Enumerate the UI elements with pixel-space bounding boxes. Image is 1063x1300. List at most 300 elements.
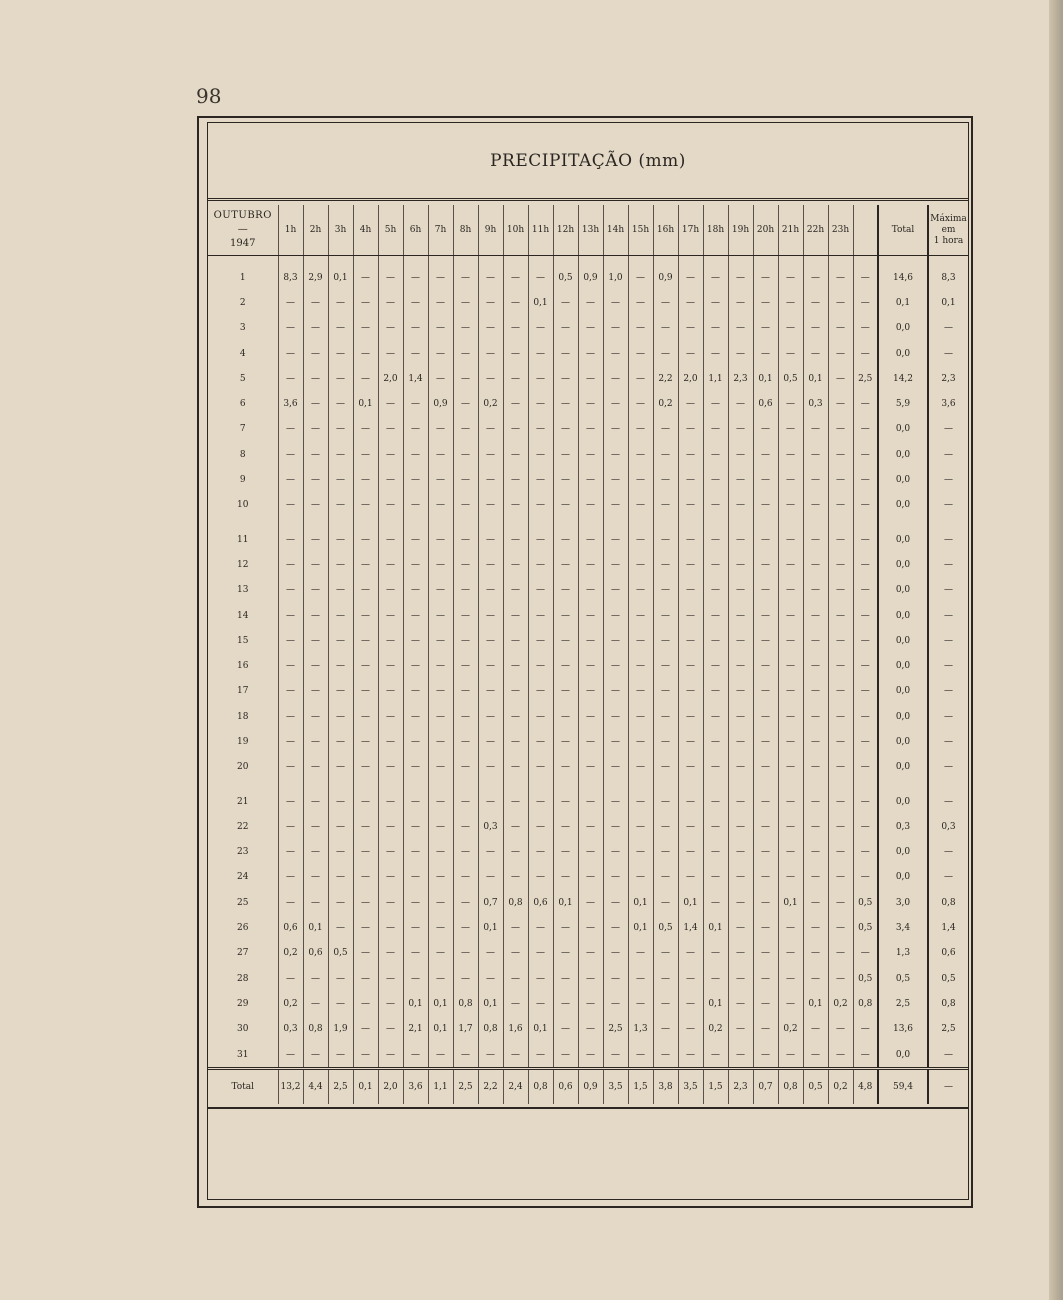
- hour-cell: —: [503, 391, 528, 416]
- hour-cell: —: [403, 467, 428, 492]
- hour-cell: —: [753, 679, 778, 704]
- hour-cell: —: [453, 603, 478, 628]
- hour-cell: —: [753, 755, 778, 780]
- hour-cell: 1,6: [503, 1017, 528, 1042]
- hour-cell: —: [478, 578, 503, 603]
- hour-cell: —: [803, 493, 828, 518]
- hour-cell: —: [778, 814, 803, 839]
- hour-cell: —: [678, 290, 703, 315]
- hour-cell: —: [403, 915, 428, 940]
- hour-cell: —: [453, 467, 478, 492]
- hour-cell: —: [528, 704, 553, 729]
- gap-cell: [803, 256, 828, 266]
- totals-label: Total: [208, 1069, 278, 1105]
- hour-cell-24: —: [853, 755, 878, 780]
- hour-cell: —: [803, 679, 828, 704]
- hour-cell: —: [553, 991, 578, 1016]
- hour-cell: 0,2: [278, 991, 303, 1016]
- day-total: 0,0: [878, 316, 928, 341]
- hour-cell: —: [553, 527, 578, 552]
- hour-cell: —: [328, 840, 353, 865]
- hour-total: 2,3: [728, 1069, 753, 1105]
- hour-cell: —: [803, 527, 828, 552]
- hour-cell: —: [678, 467, 703, 492]
- hour-cell: —: [653, 679, 678, 704]
- gap-cell: [503, 518, 528, 527]
- hour-cell: —: [603, 915, 628, 940]
- gap-cell: [778, 780, 803, 789]
- hour-cell: —: [403, 442, 428, 467]
- hour-cell: —: [778, 603, 803, 628]
- day-label: 24: [237, 872, 249, 883]
- hour-cell: —: [628, 316, 653, 341]
- gap-cell: [803, 518, 828, 527]
- day-label: 27: [237, 948, 249, 959]
- hour-cell: —: [603, 1042, 628, 1069]
- hour-cell: —: [528, 755, 553, 780]
- hour-cell: —: [828, 341, 853, 366]
- day-max: —: [928, 552, 968, 577]
- hour-cell: —: [603, 578, 628, 603]
- hour-cell: —: [578, 814, 603, 839]
- hour-cell: —: [728, 755, 753, 780]
- hour-cell: —: [328, 755, 353, 780]
- hour-cell: —: [503, 467, 528, 492]
- hour-cell-24: —: [853, 840, 878, 865]
- hour-cell: —: [578, 915, 603, 940]
- hour-cell: —: [378, 417, 403, 442]
- gap-cell: [878, 518, 928, 527]
- hour-cell: —: [428, 578, 453, 603]
- hour-cell: —: [528, 265, 553, 290]
- hour-cell: —: [503, 442, 528, 467]
- header-row: [208, 205, 968, 256]
- day-total: 0,0: [878, 552, 928, 577]
- hour-cell: —: [803, 1017, 828, 1042]
- hour-cell: —: [478, 789, 503, 814]
- hour-cell: —: [303, 366, 328, 391]
- hour-cell: —: [503, 840, 528, 865]
- hour-cell: —: [403, 527, 428, 552]
- hour-cell: —: [478, 417, 503, 442]
- day-total: 0,1: [878, 290, 928, 315]
- hour-header: 15h: [628, 205, 653, 256]
- hour-cell-24: —: [853, 653, 878, 678]
- hour-cell: —: [478, 265, 503, 290]
- hour-cell: —: [378, 265, 403, 290]
- hour-cell: —: [628, 628, 653, 653]
- day-total: 0,0: [878, 1042, 928, 1069]
- hour-cell: —: [778, 1042, 803, 1069]
- hour-cell: —: [653, 729, 678, 754]
- hour-cell: —: [803, 865, 828, 890]
- hour-cell: —: [428, 493, 453, 518]
- hour-cell: —: [778, 915, 803, 940]
- hour-cell: —: [703, 316, 728, 341]
- hour-cell: —: [728, 789, 753, 814]
- hour-cell: —: [453, 1042, 478, 1069]
- hour-cell: —: [428, 1042, 453, 1069]
- hour-cell: —: [753, 890, 778, 915]
- day-max: 0,1: [928, 290, 968, 315]
- day-max: 3,6: [928, 391, 968, 416]
- hour-cell: —: [278, 679, 303, 704]
- hour-cell: —: [553, 341, 578, 366]
- hour-cell: —: [303, 527, 328, 552]
- hour-cell: —: [653, 417, 678, 442]
- hour-cell: —: [278, 966, 303, 991]
- hour-cell: —: [478, 840, 503, 865]
- hour-cell: —: [303, 552, 328, 577]
- hour-header: 23h: [828, 205, 853, 256]
- max-total: —: [928, 1069, 968, 1105]
- day-total: 0,5: [878, 966, 928, 991]
- hour-cell: —: [478, 316, 503, 341]
- table-row: [208, 578, 968, 603]
- hour-cell: —: [803, 941, 828, 966]
- hour-cell: —: [353, 1042, 378, 1069]
- hour-cell: —: [528, 628, 553, 653]
- hour-cell: —: [428, 417, 453, 442]
- hour-cell: —: [703, 527, 728, 552]
- hour-cell: —: [403, 653, 428, 678]
- gap-cell: [503, 780, 528, 789]
- hour-cell: —: [353, 341, 378, 366]
- hour-cell: —: [778, 316, 803, 341]
- hour-total: 0,5: [803, 1069, 828, 1105]
- hour-cell: —: [503, 755, 528, 780]
- gap-cell: [403, 518, 428, 527]
- hour-cell: —: [828, 391, 853, 416]
- hour-cell: —: [778, 704, 803, 729]
- hour-cell: —: [678, 417, 703, 442]
- hour-cell: —: [353, 417, 378, 442]
- hour-cell-24: —: [853, 1017, 878, 1042]
- hour-cell: —: [578, 941, 603, 966]
- hour-cell: —: [403, 493, 428, 518]
- hour-cell: —: [828, 653, 853, 678]
- day-label: 2: [239, 297, 246, 308]
- hour-cell: —: [653, 442, 678, 467]
- gap-cell: [853, 780, 878, 789]
- hour-cell: —: [603, 341, 628, 366]
- day-label: 23: [237, 847, 249, 858]
- hour-cell: —: [378, 467, 403, 492]
- hour-cell: —: [453, 493, 478, 518]
- gap-cell: [603, 518, 628, 527]
- hour-cell: —: [578, 628, 603, 653]
- hour-cell: —: [453, 729, 478, 754]
- hour-cell: —: [353, 265, 378, 290]
- hour-cell: —: [503, 316, 528, 341]
- hour-cell: —: [578, 290, 603, 315]
- hour-cell: —: [803, 704, 828, 729]
- hour-cell: —: [803, 789, 828, 814]
- hour-cell: 3,6: [278, 391, 303, 416]
- gap-cell: [378, 256, 403, 266]
- hour-cell: —: [603, 417, 628, 442]
- hour-cell: —: [578, 840, 603, 865]
- hour-cell: —: [428, 265, 453, 290]
- hour-cell: —: [528, 941, 553, 966]
- table-row: [208, 704, 968, 729]
- hour-cell: —: [503, 417, 528, 442]
- hour-cell: 0,1: [528, 1017, 553, 1042]
- hour-cell: —: [778, 679, 803, 704]
- hour-cell: —: [278, 729, 303, 754]
- hour-cell: —: [828, 578, 853, 603]
- hour-cell: —: [778, 578, 803, 603]
- hour-cell: —: [603, 603, 628, 628]
- hour-cell: —: [428, 679, 453, 704]
- hour-cell: —: [678, 840, 703, 865]
- gap-cell: [778, 256, 803, 266]
- hour-cell: —: [803, 966, 828, 991]
- max-header-line: em: [941, 224, 956, 235]
- gap-cell: [353, 780, 378, 789]
- hour-cell: —: [753, 1017, 778, 1042]
- hour-cell: —: [653, 341, 678, 366]
- gap-cell: [453, 780, 478, 789]
- hour-cell: —: [403, 966, 428, 991]
- hour-header: 22h: [803, 205, 828, 256]
- day-label: 7: [239, 424, 246, 435]
- hour-cell: —: [278, 527, 303, 552]
- hour-cell: —: [303, 290, 328, 315]
- hour-total: 0,9: [578, 1069, 603, 1105]
- hour-cell: —: [453, 290, 478, 315]
- day-label: 3: [239, 323, 246, 334]
- day-total: 0,0: [878, 493, 928, 518]
- hour-cell: —: [728, 467, 753, 492]
- hour-cell: —: [528, 840, 553, 865]
- hour-cell: —: [603, 991, 628, 1016]
- hour-cell: —: [328, 603, 353, 628]
- hour-cell: —: [553, 789, 578, 814]
- hour-cell: —: [503, 991, 528, 1016]
- table-row: [208, 840, 968, 865]
- hour-header: 8h: [453, 205, 478, 256]
- hour-cell: —: [728, 493, 753, 518]
- hour-cell: —: [828, 316, 853, 341]
- hour-cell: —: [828, 265, 853, 290]
- day-max: 2,3: [928, 366, 968, 391]
- hour-cell: —: [753, 467, 778, 492]
- hour-cell: —: [503, 915, 528, 940]
- hour-cell: —: [428, 865, 453, 890]
- hour-cell: —: [753, 840, 778, 865]
- hour-cell: —: [628, 391, 653, 416]
- hour-cell: —: [603, 729, 628, 754]
- hour-cell: —: [278, 865, 303, 890]
- hour-cell: —: [728, 603, 753, 628]
- hour-cell-24: —: [853, 789, 878, 814]
- hour-cell: —: [653, 1017, 678, 1042]
- hour-cell: 0,1: [328, 265, 353, 290]
- hour-cell: —: [453, 941, 478, 966]
- gap-cell: [328, 780, 353, 789]
- hour-cell: —: [653, 467, 678, 492]
- hour-cell: —: [503, 290, 528, 315]
- hour-cell-24: —: [853, 316, 878, 341]
- day-label: 17: [237, 686, 249, 697]
- hour-cell: —: [378, 341, 403, 366]
- hour-cell: —: [653, 991, 678, 1016]
- hour-cell: —: [278, 755, 303, 780]
- hour-cell: —: [753, 789, 778, 814]
- hour-cell: —: [803, 840, 828, 865]
- hour-cell: —: [603, 966, 628, 991]
- hour-cell: —: [578, 442, 603, 467]
- table-row: [208, 789, 968, 814]
- hour-cell: 1,1: [703, 366, 728, 391]
- hour-cell: —: [553, 316, 578, 341]
- hour-header: 20h: [753, 205, 778, 256]
- hour-cell: —: [703, 391, 728, 416]
- hour-cell: —: [828, 915, 853, 940]
- day-total: 0,0: [878, 417, 928, 442]
- hour-cell: —: [728, 704, 753, 729]
- hour-cell: —: [503, 653, 528, 678]
- hour-cell: —: [353, 552, 378, 577]
- hour-cell: —: [528, 442, 553, 467]
- hour-cell: —: [628, 603, 653, 628]
- max-header-line: Máxima: [930, 213, 967, 224]
- hour-cell-24: —: [853, 552, 878, 577]
- hour-cell: 0,1: [478, 991, 503, 1016]
- hour-cell: —: [553, 391, 578, 416]
- gap-cell: [303, 518, 328, 527]
- hour-cell: —: [678, 341, 703, 366]
- gap-cell: [578, 780, 603, 789]
- hour-cell: —: [328, 467, 353, 492]
- table-row: [208, 442, 968, 467]
- day-max: —: [928, 316, 968, 341]
- hour-cell: —: [603, 467, 628, 492]
- hour-cell: —: [628, 729, 653, 754]
- hour-cell: —: [653, 578, 678, 603]
- hour-cell: —: [428, 966, 453, 991]
- table-row: [208, 915, 968, 940]
- hour-cell: —: [478, 366, 503, 391]
- gap-cell: [278, 256, 303, 266]
- hour-cell: —: [653, 755, 678, 780]
- hour-header: 6h: [403, 205, 428, 256]
- hour-cell: —: [503, 366, 528, 391]
- hour-cell: —: [728, 890, 753, 915]
- hour-cell: —: [303, 966, 328, 991]
- hour-total: 3,5: [678, 1069, 703, 1105]
- hour-cell: —: [828, 729, 853, 754]
- hour-cell: —: [478, 552, 503, 577]
- day-total: 14,6: [878, 265, 928, 290]
- day-max: —: [928, 493, 968, 518]
- table-row: [208, 467, 968, 492]
- hour-cell: —: [778, 290, 803, 315]
- hour-cell: —: [753, 814, 778, 839]
- hour-cell: —: [728, 628, 753, 653]
- hour-cell: —: [278, 840, 303, 865]
- hour-cell: 2,1: [403, 1017, 428, 1042]
- hour-cell: —: [828, 366, 853, 391]
- gap-cell: [208, 780, 278, 789]
- hour-cell: —: [428, 290, 453, 315]
- hour-cell: —: [603, 552, 628, 577]
- day-label: 8: [239, 449, 246, 460]
- hour-cell: —: [678, 865, 703, 890]
- hour-cell: —: [478, 679, 503, 704]
- table-row: [208, 890, 968, 915]
- hour-cell: —: [353, 527, 378, 552]
- hour-cell: —: [653, 552, 678, 577]
- day-label: 25: [237, 897, 249, 908]
- day-total: 0,0: [878, 442, 928, 467]
- hour-total: 3,5: [603, 1069, 628, 1105]
- hour-cell: —: [728, 391, 753, 416]
- hour-cell: —: [553, 729, 578, 754]
- gap-cell: [778, 518, 803, 527]
- hour-header: 19h: [728, 205, 753, 256]
- hour-cell: —: [653, 704, 678, 729]
- gap-cell: [828, 780, 853, 789]
- hour-cell-24: 0,5: [853, 966, 878, 991]
- hour-cell: —: [703, 653, 728, 678]
- hour-cell: —: [453, 915, 478, 940]
- page-number: 98: [196, 84, 222, 108]
- hour-cell: 0,1: [428, 991, 453, 1016]
- hour-cell: —: [453, 316, 478, 341]
- hour-header: 13h: [578, 205, 603, 256]
- hour-cell: —: [328, 653, 353, 678]
- gap-cell: [653, 780, 678, 789]
- hour-cell: —: [403, 704, 428, 729]
- hour-total: 2,2: [478, 1069, 503, 1105]
- hour-cell: —: [378, 941, 403, 966]
- hour-cell: —: [778, 840, 803, 865]
- hour-cell: 0,2: [653, 391, 678, 416]
- hour-cell: —: [453, 265, 478, 290]
- gap-cell: [478, 256, 503, 266]
- table-row: [208, 552, 968, 577]
- hour-cell: —: [728, 578, 753, 603]
- hour-cell: —: [778, 552, 803, 577]
- hour-cell: —: [653, 527, 678, 552]
- hour-cell: —: [553, 755, 578, 780]
- gap-cell: [328, 256, 353, 266]
- gap-cell: [553, 518, 578, 527]
- hour-cell: —: [303, 442, 328, 467]
- hour-cell: —: [628, 493, 653, 518]
- day-max: 2,5: [928, 1017, 968, 1042]
- hour-cell: —: [678, 966, 703, 991]
- hour-cell: —: [728, 290, 753, 315]
- hour-cell: —: [553, 941, 578, 966]
- hour-cell: —: [678, 316, 703, 341]
- day-max: —: [928, 628, 968, 653]
- hour-cell: —: [503, 265, 528, 290]
- hour-cell: 0,1: [478, 915, 503, 940]
- hour-cell: 0,2: [703, 1017, 728, 1042]
- table-row: [208, 729, 968, 754]
- hour-cell: —: [403, 1042, 428, 1069]
- hour-cell: —: [553, 442, 578, 467]
- hour-cell: —: [778, 966, 803, 991]
- hour-header: 21h: [778, 205, 803, 256]
- gap-cell: [453, 518, 478, 527]
- hour-cell: 0,3: [478, 814, 503, 839]
- hour-cell: —: [578, 467, 603, 492]
- hour-cell: —: [478, 755, 503, 780]
